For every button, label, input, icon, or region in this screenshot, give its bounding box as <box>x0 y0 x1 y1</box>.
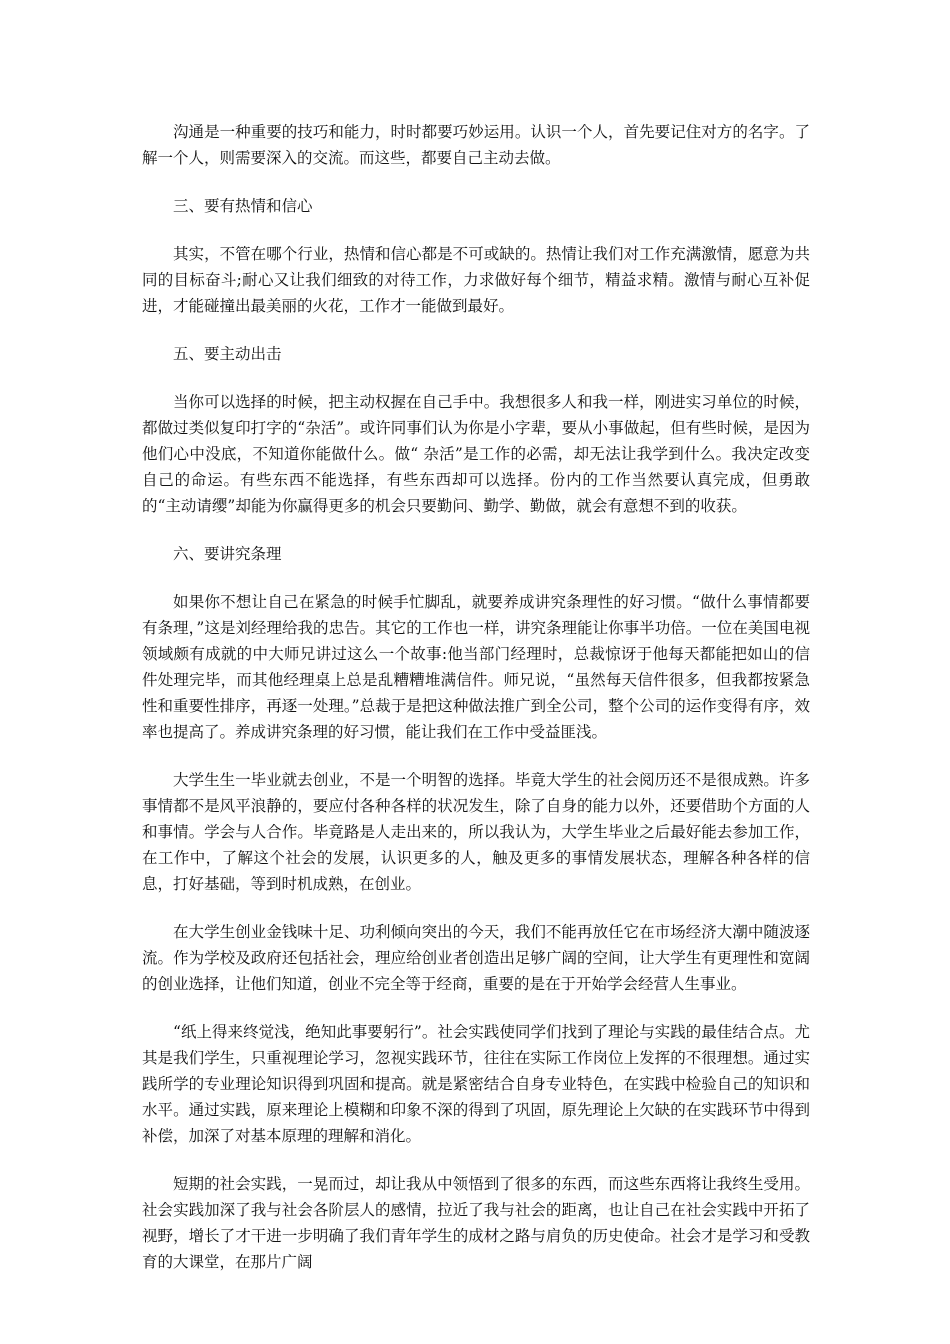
paragraph-graduate-startup: 大学生生一毕业就去创业，不是一个明智的选择。毕竟大学生的社会阅历还不是很成熟。许多事情都不是风平浪静的，要应付各种各样的状况发生，除了自身的能力以外，还要借助个方面的人和事情。学会与人合作。毕竟路是人走出来的，所以我认为，大学生毕业之后最好能去参加工作，在工作中，了解这个社会的发展，认识更多的人，触及更多的事情发展状态，理解各种各样的信息，打好基础，等到时机成熟，在创业。 <box>142 771 810 893</box>
section-heading-enthusiasm: 三、要有热情和信心 <box>173 197 313 215</box>
paragraph-social-practice: “纸上得来终觉浅，绝知此事要躬行”。社会实践使同学们找到了理论与实践的最佳结合点。尤其是我们学生，只重视理论学习，忽视实践环节，往往在实际工作岗位上发挥的不很理想。通过实践所学的专业理论知识得到巩固和提高。就是紧密结合自身专业特色，在实践中检验自己的知识和水平。通过实践，原来理论上模糊和印象不深的得到了巩固，原先理论上欠缺的在实践环节中得到补偿，加深了对基本原理的理解和消化。 <box>142 1023 810 1145</box>
document-page <box>142 119 810 1297</box>
paragraph-initiative: 当你可以选择的时候，把主动权握在自己手中。我想很多人和我一样，刚进实习单位的时候，都做过类似复印打字的“杂活”。或许同事们认为你是小字辈，要从小事做起，但有些时候，是因为他们心中没底，不知道你能做什么。做“ 杂活”是工作的必需，却无法让我学到什么。我决定改变自己的命运。有些东西不能选择，有些东西却可以选择。份内的工作当然要认真完成，但勇敢的“主动请缨”却能为你赢得更多的机会只要勤问、勤学、勤做，就会有意想不到的收获。 <box>142 393 810 515</box>
section-heading-organization: 六、要讲究条理 <box>173 545 282 563</box>
paragraph-communication: 沟通是一种重要的技巧和能力，时时都要巧妙运用。认识一个人，首先要记住对方的名字。了解一个人，则需要深入的交流。而这些，都要自己主动去做。 <box>142 123 810 167</box>
paragraph-short-practice: 短期的社会实践，一晃而过，却让我从中领悟到了很多的东西，而这些东西将让我终生受用。社会实践加深了我与社会各阶层人的感情，拉近了我与社会的距离，也让自己在社会实践中开拓了视野，增长了才干进一步明确了我们青年学生的成材之路与肩负的历史使命。社会才是学习和受教育的大课堂，在那片广阔 <box>142 1175 810 1271</box>
paragraph-organization: 如果你不想让自己在紧急的时候手忙脚乱，就要养成讲究条理性的好习惯。“做什么事情都要有条理，”这是刘经理给我的忠告。其它的工作也一样，讲究条理能让你事半功倍。一位在美国电视领域颇有成就的中大师兄讲过这么一个故事:他当部门经理时，总裁惊讶于他每天都能把如山的信件处理完毕，而其他经理桌上总是乱糟糟堆满信件。师兄说，“虽然每天信件很多，但我都按紧急性和重要性排序，再逐一处理。”总裁于是把这种做法推广到全公司，整个公司的运作变得有序，效率也提高了。养成讲究条理的好习惯，能让我们在工作中受益匪浅。 <box>142 593 810 741</box>
paragraph-enthusiasm: 其实，不管在哪个行业，热情和信心都是不可或缺的。热情让我们对工作充满激情，愿意为共同的目标奋斗;耐心又让我们细致的对待工作，力求做好每个细节，精益求精。激情与耐心互补促进，才能碰撞出最美丽的火花，工作才一能做到最好。 <box>142 245 810 315</box>
section-heading-initiative: 五、要主动出击 <box>173 345 282 363</box>
paragraph-startup-environment: 在大学生创业金钱味十足、功利倾向突出的今天，我们不能再放任它在市场经济大潮中随波逐流。作为学校及政府还包括社会，理应给创业者创造出足够广阔的空间，让大学生有更理性和宽阔的创业选择，让他们知道，创业不完全等于经商，重要的是在于开始学会经营人生事业。 <box>142 923 810 993</box>
